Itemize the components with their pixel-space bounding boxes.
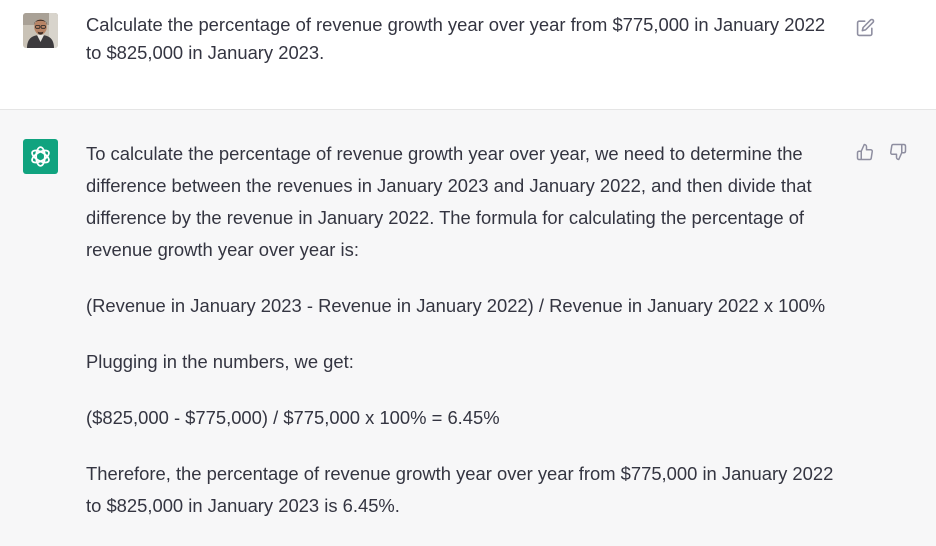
edit-button[interactable] <box>854 16 876 38</box>
assistant-message-row <box>0 110 936 546</box>
edit-icon <box>856 18 875 37</box>
thumbs-down-icon <box>889 143 907 161</box>
user-message-text: Calculate the percentage of revenue growth year over year from $775,000 in January 2022 to $825,000 in January 2023. <box>86 14 826 63</box>
openai-logo-icon <box>28 144 53 169</box>
assistant-paragraph: To calculate the percentage of revenue growth year over year, we need to determine the difference between the revenues in January 2023 and January 2022, and then divide that difference by the revenue in January 2022. The formula for calculating the percentage of revenue growth year over year is: <box>86 143 812 260</box>
thumbs-up-icon <box>856 143 874 161</box>
assistant-message-text <box>86 138 846 522</box>
assistant-paragraph: (Revenue in January 2023 - Revenue in January 2022) / Revenue in January 2022 x 100% <box>86 295 826 316</box>
thumbs-up-button[interactable] <box>854 141 876 163</box>
user-avatar-photo <box>23 13 58 48</box>
assistant-paragraph: Therefore, the percentage of revenue growth year over year from $775,000 in January 2022 to $825,000 in January 2023 is 6.45%. <box>86 463 834 516</box>
user-avatar <box>23 13 58 48</box>
assistant-avatar <box>23 139 58 174</box>
user-message-row <box>0 0 936 110</box>
assistant-paragraph: Plugging in the numbers, we get: <box>86 351 354 372</box>
thumbs-down-button[interactable] <box>887 141 909 163</box>
assistant-paragraph: ($825,000 - $775,000) / $775,000 x 100% = 6.45% <box>86 407 500 428</box>
